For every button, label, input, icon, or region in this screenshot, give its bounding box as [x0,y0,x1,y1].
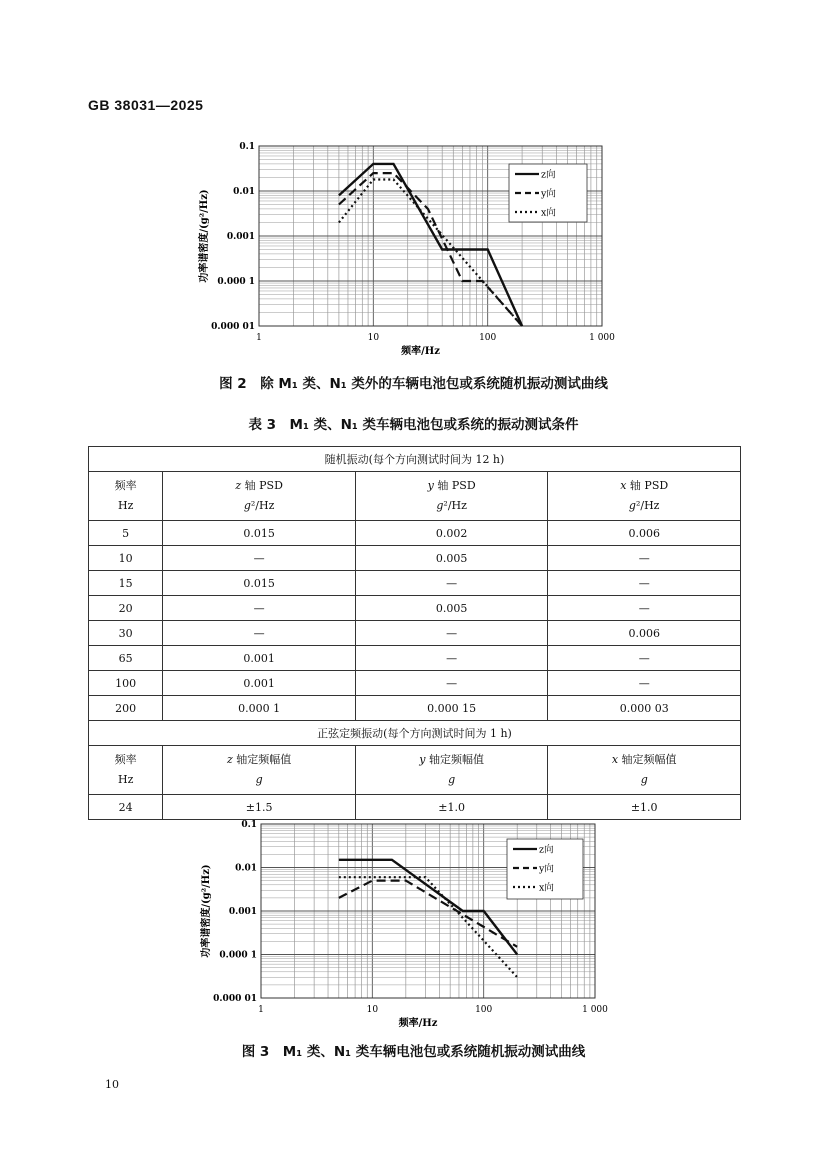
table-3-caption: 表 3 M₁ 类、N₁ 类车辆电池包或系统的振动测试条件 [248,417,579,433]
y-tick-label: 0.000 01 [211,322,255,332]
vibration-test-table [88,446,741,820]
table-row: 24 ±1.5 ±1.0 ±1.0 [89,795,741,820]
y-tick-label: 0.000 1 [217,277,255,287]
series-line [339,180,522,327]
x-tick-label: 1 000 [589,333,615,343]
sine-header-y: y 轴定频幅值 g [355,746,548,795]
y-tick-label: 0.000 1 [219,950,257,961]
figure-3-chart [197,815,627,1030]
x-tick-label: 10 [366,1005,379,1015]
x-tick-label: 1 [258,1005,264,1015]
figure-2-chart [195,136,625,358]
figure-2-caption: 图 2 除 M₁ 类、N₁ 类外的车辆电池包或系统随机振动测试曲线 [219,376,608,392]
x-axis-label: 频率/Hz [398,1018,438,1029]
sine-header-z: z 轴定频幅值 g [163,746,356,795]
y-tick-label: 0.01 [235,863,257,874]
y-tick-label: 0.1 [241,820,257,830]
sine-header-x: x 轴定频幅值 g [548,746,741,795]
legend-entry: y向 [541,188,556,200]
series-line [339,881,517,947]
header-x-psd: x 轴 PSD g²/Hz [548,472,741,521]
table-row: 100 0.001 — — [89,671,741,696]
legend [509,164,587,222]
y-tick-label: 0.001 [226,232,255,242]
y-tick-label: 0.001 [228,907,257,917]
table-row: 200 0.000 1 0.000 15 0.000 03 [89,696,741,721]
header-y-psd: y 轴 PSD g²/Hz [355,472,548,521]
x-tick-label: 10 [367,333,380,343]
legend-entry: z向 [541,169,556,181]
sine-header-frequency: 频率 Hz [89,746,163,795]
figure-3-caption: 图 3 M₁ 类、N₁ 类车辆电池包或系统随机振动测试曲线 [241,1044,586,1060]
y-tick-label: 0.1 [239,142,255,152]
legend-entry: z向 [539,844,554,856]
table-row: 20 — 0.005 — [89,596,741,621]
y-axis-label: 功率谱密度/(g²/Hz) [201,864,212,958]
table-row: 10 — 0.005 — [89,546,741,571]
x-axis-label: 频率/Hz [401,346,440,357]
header-z-psd: z 轴 PSD g²/Hz [163,472,356,521]
table-row: 65 0.001 — — [89,646,741,671]
table-row: 30 — — 0.006 [89,621,741,646]
x-tick-label: 100 [479,333,497,343]
header-frequency: 频率 Hz [89,472,163,521]
sine-vibration-title: 正弦定频振动(每个方向测试时间为 1 h) [89,721,741,746]
x-tick-label: 1 [256,333,262,343]
page-number: 10 [105,1078,119,1091]
legend [507,839,583,899]
table-row: 15 0.015 — — [89,571,741,596]
x-tick-label: 1 000 [582,1005,608,1015]
legend-entry: x向 [539,882,554,894]
y-tick-label: 0.01 [233,187,255,197]
legend-entry: y向 [539,863,554,875]
standard-code: GB 38031—2025 [88,97,204,113]
random-vibration-title: 随机振动(每个方向测试时间为 12 h) [89,447,741,472]
random-header-row [89,472,741,521]
legend-entry: x向 [541,207,556,219]
x-tick-label: 100 [475,1005,493,1015]
table-row: 5 0.015 0.002 0.006 [89,521,741,546]
y-tick-label: 0.000 01 [213,994,257,1004]
series-line [339,164,522,326]
sine-header-row [89,746,741,795]
y-axis-label: 功率谱密度/(g²/Hz) [199,189,210,283]
series-line [339,877,517,977]
